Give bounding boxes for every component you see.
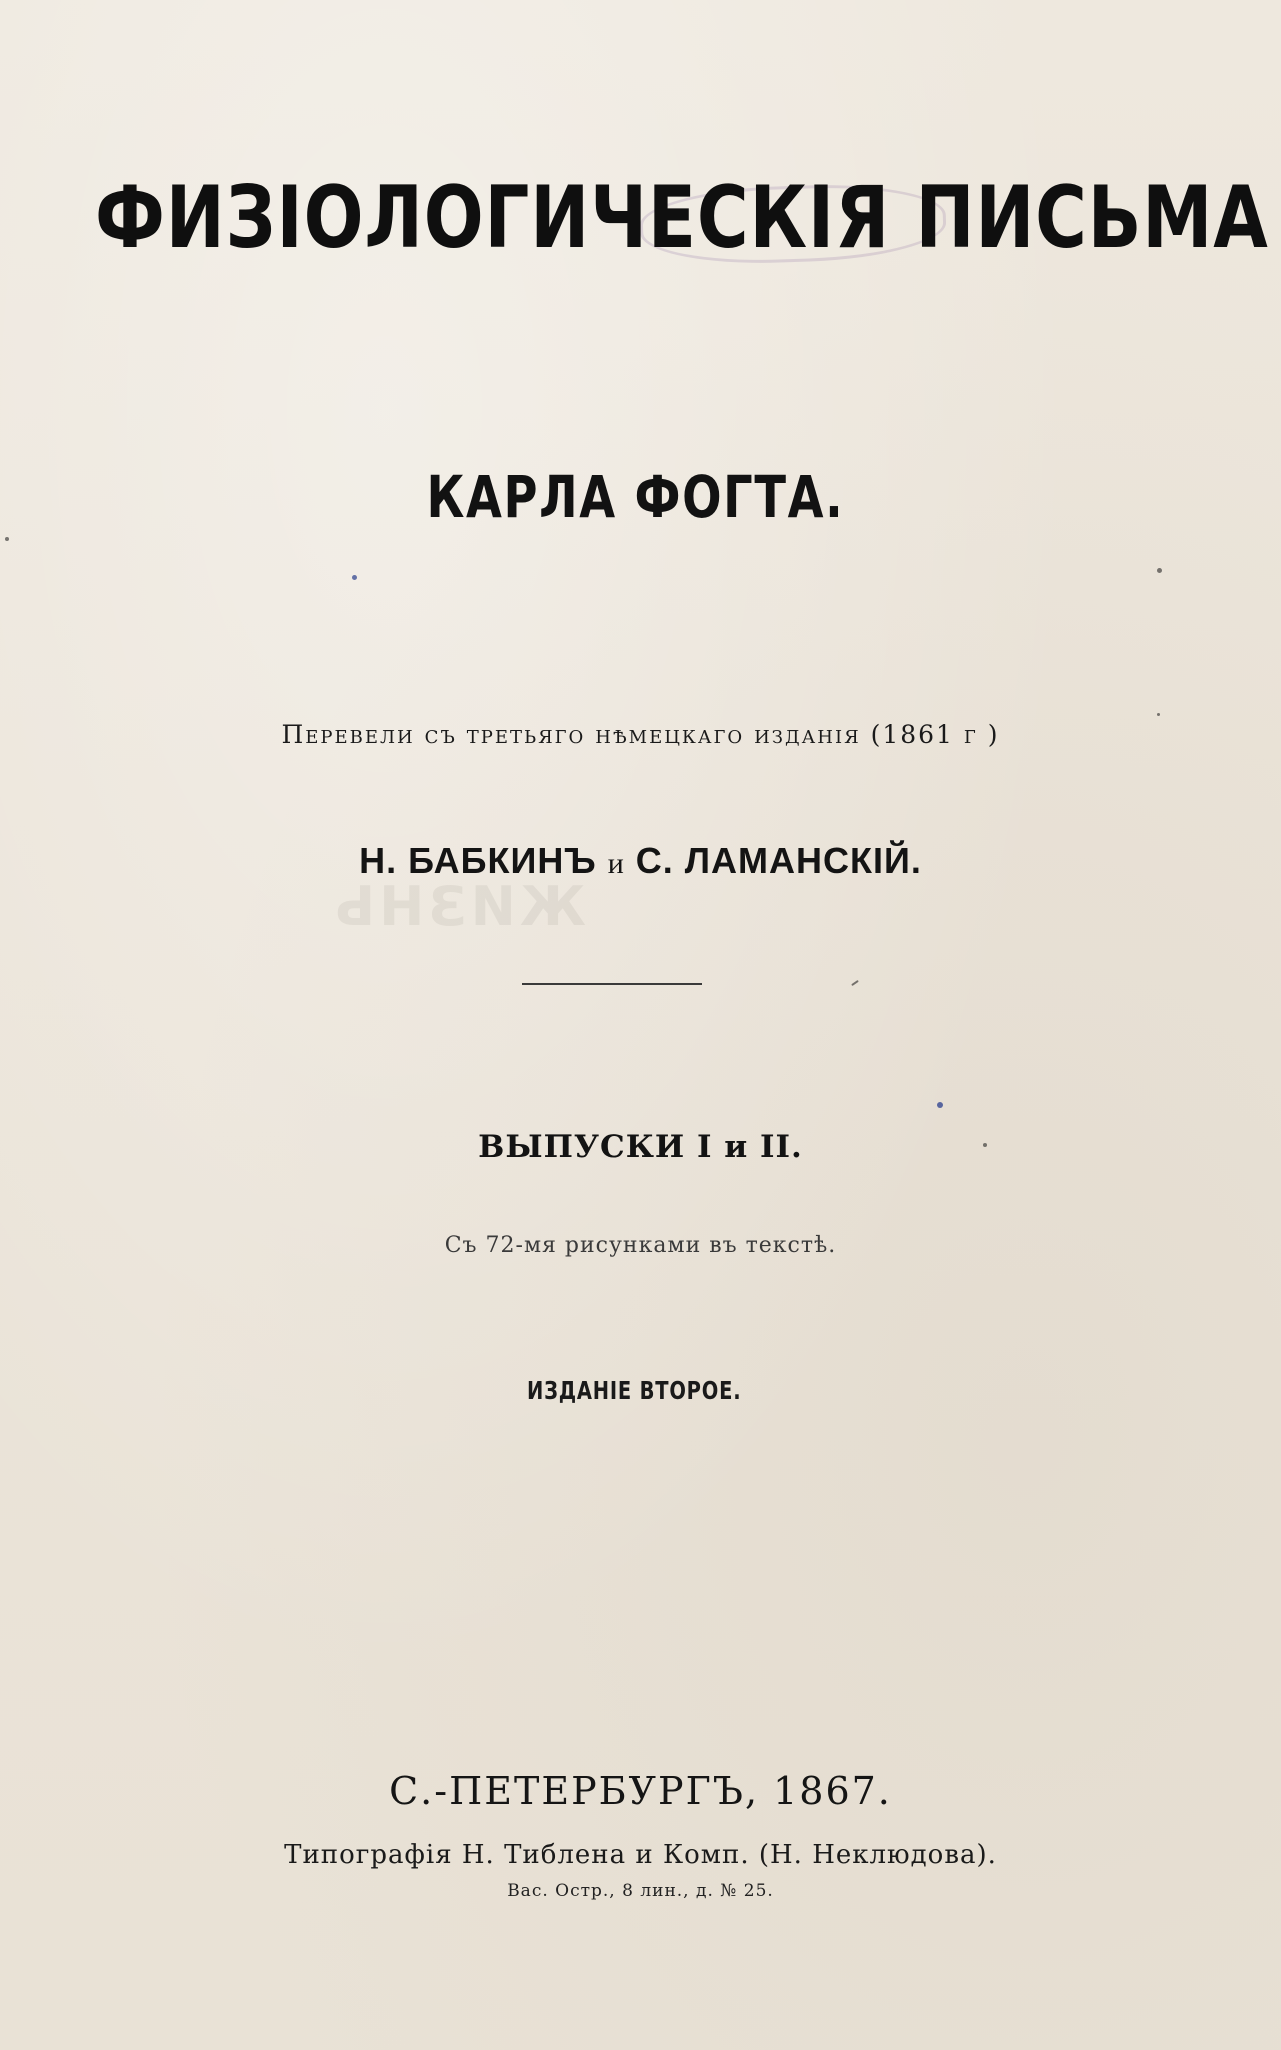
paper-speck <box>5 537 9 541</box>
translator-second: С. ЛАМАНСКІЙ. <box>635 840 922 881</box>
edition-line: ИЗДАНІЕ ВТОРОЕ. <box>527 1376 742 1405</box>
bleed-through-text: ЖИЗНЬ <box>330 875 587 938</box>
translators-joiner: и <box>607 847 625 880</box>
paper-speck <box>1157 713 1160 716</box>
paper-speck <box>983 1143 987 1147</box>
paper-speck <box>352 575 357 580</box>
author-line: КАРЛА ФОГТА. <box>426 463 845 531</box>
paper-speck <box>1157 568 1162 573</box>
illustrations-line: Съ 72-мя рисунками въ текстѣ. <box>444 1233 837 1258</box>
issues-line: ВЫПУСКИ I и II. <box>478 1129 803 1165</box>
imprint-printer: Типографія Н. Тиблена и Комп. (Н. Неклюдова). <box>284 1840 997 1870</box>
paper-speck <box>851 980 859 986</box>
book-title: ФИЗІОЛОГИЧЕСКІЯ ПИСЬМА <box>95 168 1269 268</box>
paper-speck <box>937 1102 943 1108</box>
divider-rule <box>522 983 702 985</box>
translators-line <box>0 840 1281 881</box>
imprint-city-year: С.-ПЕТЕРБУРГЪ, 1867. <box>389 1769 892 1813</box>
imprint-address: Вас. Остр., 8 лин., д. № 25. <box>507 1881 774 1901</box>
translation-note: Перевели съ третьяго нѣмецкаго изданія (1861 г ) <box>281 720 1000 749</box>
translator-first: Н. БАБКИНЪ <box>359 840 597 881</box>
